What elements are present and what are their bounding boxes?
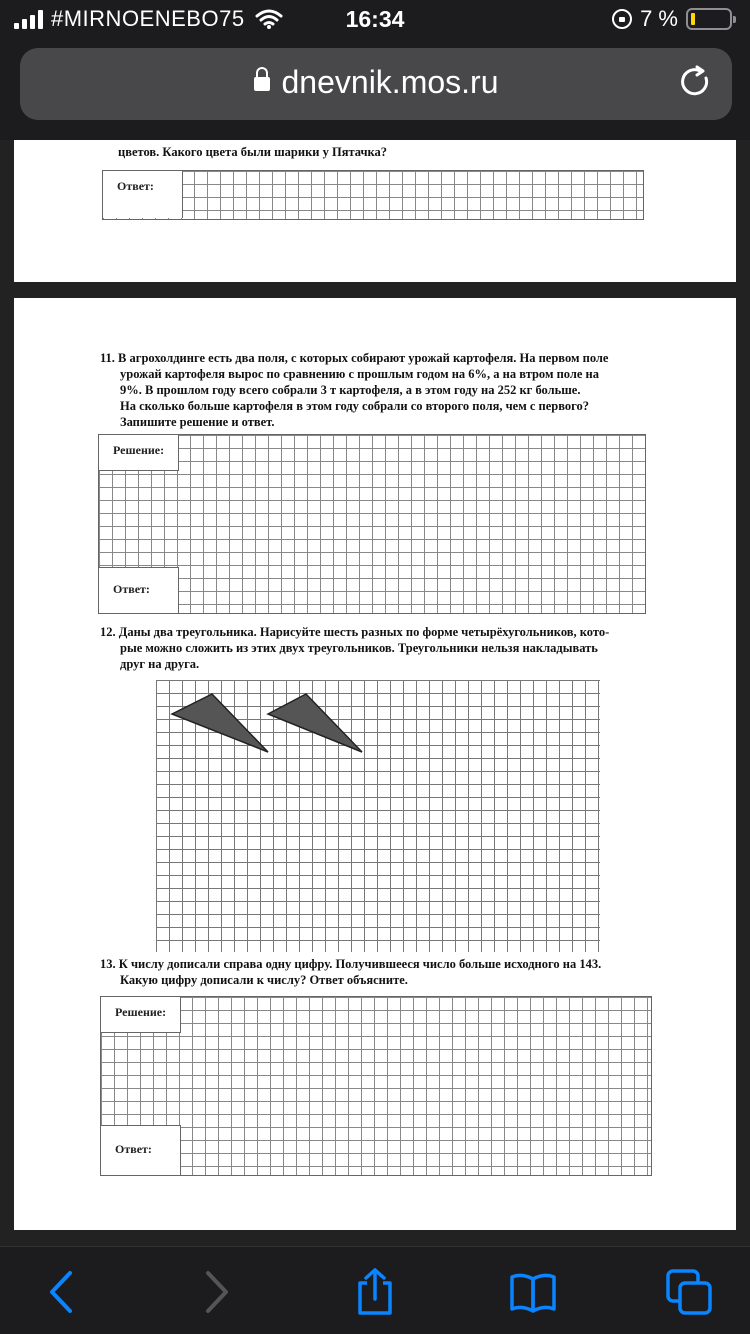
browser-header [0, 40, 750, 140]
url-display[interactable] [20, 64, 732, 101]
tabs-icon[interactable] [664, 1267, 714, 1317]
answer-label-q13: Ответ: [101, 1125, 181, 1175]
page-content[interactable] [0, 140, 750, 1246]
question-11-line-3: 9%. В прошлом году всего собрали 3 т картофеля, а в этом году на 252 кг больше. [120, 383, 581, 397]
rotation-lock-icon [612, 9, 632, 29]
status-right [612, 6, 732, 32]
answer-grid-q10[interactable] [102, 170, 644, 220]
answer-label-q10: Ответ: [103, 171, 183, 218]
triangles-figure [156, 680, 600, 952]
question-11-line-5: Запишите решение и ответ. [120, 415, 275, 429]
battery-icon [686, 8, 732, 30]
worksheet-page-1 [14, 140, 736, 282]
forward-icon[interactable] [190, 1267, 240, 1317]
question-12-line-1: 12. Даны два треугольника. Нарисуйте шесть разных по форме четырёхугольников, кото- [100, 625, 610, 639]
solution-label-q13: Решение: [101, 997, 181, 1033]
worksheet-page-2 [14, 298, 736, 1230]
browser-toolbar [0, 1246, 750, 1334]
solution-label-q11: Решение: [99, 435, 179, 471]
battery-percent: 7 % [640, 6, 678, 31]
question-12-line-2: рые можно сложить из этих двух треугольников. Треугольники нельзя накладывать [120, 641, 598, 655]
solution-grid-q13[interactable] [100, 996, 652, 1176]
question-12-line-3: друг на друга. [120, 657, 200, 671]
triangle-2 [268, 694, 362, 752]
triangle-1 [172, 694, 268, 752]
url-text: dnevnik.mos.ru [281, 64, 499, 100]
question-11-line-1: 11. В агрохолдинге есть два поля, с которых собирают урожай картофеля. На первом поле [100, 351, 609, 365]
question-11-line-2: урожай картофеля вырос по сравнению с прошлым годом на 6%, а на втром поле на [120, 367, 600, 381]
question-13-line-1: 13. К числу дописали справа одну цифру. Получившееся число больше исходного на 143. [100, 957, 602, 971]
lock-icon [254, 77, 270, 91]
back-icon[interactable] [38, 1267, 88, 1317]
question-13-line-2: Какую цифру дописали к числу? Ответ объясните. [120, 973, 408, 987]
answer-label-q11: Ответ: [99, 567, 179, 613]
bookmarks-icon[interactable] [508, 1267, 558, 1317]
battery-fill [691, 13, 695, 25]
share-icon[interactable] [350, 1267, 400, 1317]
question-10-tail: цветов. Какого цвета были шарики у Пятачка? [118, 145, 388, 159]
status-bar [0, 0, 750, 40]
reload-icon[interactable] [678, 64, 714, 100]
question-11-line-4: На сколько больше картофеля в этом году собрали со второго поля, чем с первого? [120, 399, 589, 413]
solution-grid-q11[interactable] [98, 434, 646, 614]
clock: 16:34 [345, 6, 405, 32]
carrier-name: #MIRNOENEBO75 [51, 6, 245, 31]
address-bar[interactable] [20, 48, 732, 120]
